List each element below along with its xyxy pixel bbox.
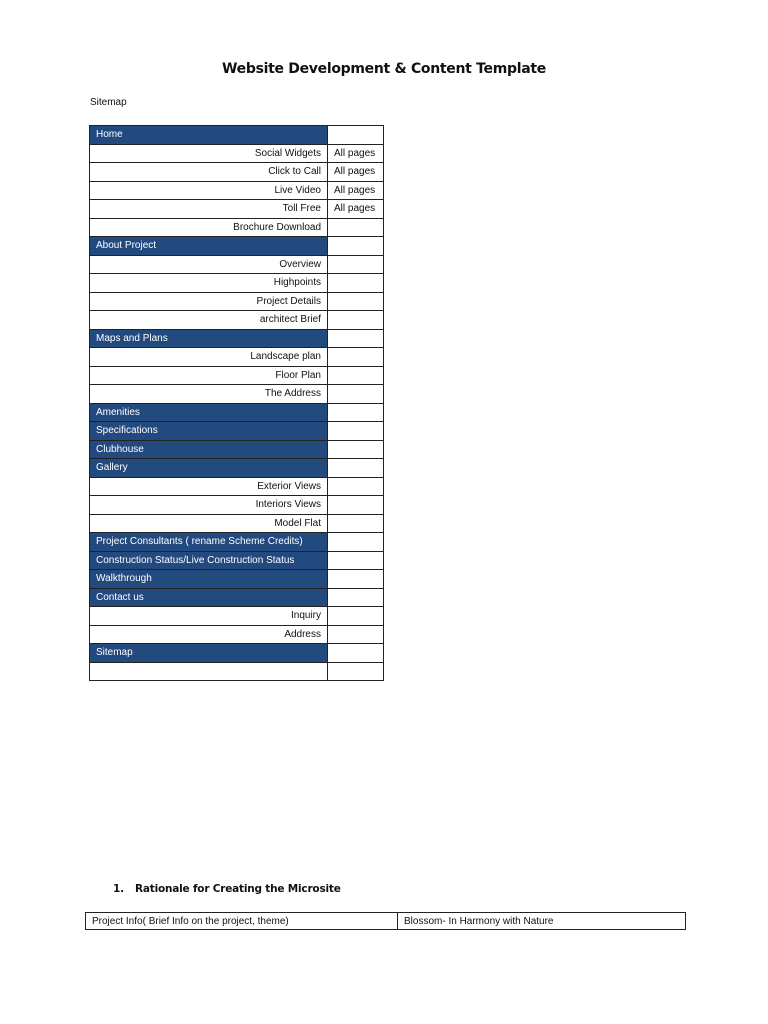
sitemap-scope-cell: [328, 366, 384, 385]
sitemap-table: [89, 125, 384, 681]
sitemap-item-row: [90, 607, 384, 626]
sitemap-table-body: [90, 126, 384, 681]
sitemap-page-cell: Overview: [90, 255, 328, 274]
sitemap-page-cell: Brochure Download: [90, 218, 328, 237]
sitemap-page-cell: Social Widgets: [90, 144, 328, 163]
sitemap-scope-cell: [328, 385, 384, 404]
sitemap-section-row: [90, 440, 384, 459]
sitemap-section-row: [90, 459, 384, 478]
sitemap-scope-cell: All pages: [328, 163, 384, 182]
sitemap-page-cell: The Address: [90, 385, 328, 404]
sitemap-item-row: [90, 163, 384, 182]
sitemap-item-row: [90, 292, 384, 311]
sitemap-item-row: [90, 274, 384, 293]
project-info-label: Project Info( Brief Info on the project, theme): [86, 913, 398, 930]
sitemap-scope-cell: [328, 274, 384, 293]
sitemap-scope-cell: [328, 422, 384, 441]
sitemap-scope-cell: [328, 607, 384, 626]
sitemap-page-cell: Specifications: [90, 422, 328, 441]
sitemap-page-cell: Exterior Views: [90, 477, 328, 496]
project-info-value: Blossom- In Harmony with Nature: [398, 913, 686, 930]
table-row: [86, 913, 686, 930]
sitemap-item-row: [90, 385, 384, 404]
sitemap-item-row: [90, 311, 384, 330]
sitemap-item-row: [90, 496, 384, 515]
sitemap-page-cell: Sitemap: [90, 644, 328, 663]
sitemap-scope-cell: All pages: [328, 144, 384, 163]
sitemap-scope-cell: [328, 533, 384, 552]
sitemap-section-row: [90, 403, 384, 422]
sitemap-scope-cell: [328, 311, 384, 330]
sitemap-scope-cell: [328, 644, 384, 663]
sitemap-page-cell: Home: [90, 126, 328, 145]
sitemap-section-row: [90, 588, 384, 607]
section-1-number: 1.: [113, 883, 124, 895]
sitemap-scope-cell: [328, 218, 384, 237]
sitemap-page-cell: Construction Status/Live Construction Status: [90, 551, 328, 570]
sitemap-item-row: [90, 181, 384, 200]
sitemap-page-cell: Project Details: [90, 292, 328, 311]
sitemap-scope-cell: [328, 348, 384, 367]
sitemap-item-row: [90, 200, 384, 219]
sitemap-page-cell: Address: [90, 625, 328, 644]
sitemap-page-cell: Floor Plan: [90, 366, 328, 385]
sitemap-section-row: [90, 644, 384, 663]
sitemap-scope-cell: [328, 662, 384, 681]
sitemap-scope-cell: [328, 514, 384, 533]
sitemap-item-row: [90, 218, 384, 237]
sitemap-item-row: [90, 255, 384, 274]
sitemap-scope-cell: All pages: [328, 181, 384, 200]
sitemap-page-cell: Highpoints: [90, 274, 328, 293]
sitemap-scope-cell: [328, 403, 384, 422]
sitemap-scope-cell: [328, 588, 384, 607]
project-info-table: [85, 912, 686, 930]
sitemap-section-row: [90, 329, 384, 348]
sitemap-page-cell: About Project: [90, 237, 328, 256]
sitemap-page-cell: Landscape plan: [90, 348, 328, 367]
sitemap-scope-cell: [328, 329, 384, 348]
sitemap-page-cell: Toll Free: [90, 200, 328, 219]
sitemap-scope-cell: [328, 496, 384, 515]
sitemap-scope-cell: [328, 477, 384, 496]
sitemap-section-row: [90, 551, 384, 570]
sitemap-page-cell: architect Brief: [90, 311, 328, 330]
sitemap-page-cell: Inquiry: [90, 607, 328, 626]
sitemap-page-cell: Contact us: [90, 588, 328, 607]
section-1-heading: [113, 883, 341, 895]
sitemap-item-row: [90, 514, 384, 533]
sitemap-section-row: [90, 533, 384, 552]
sitemap-page-cell: Project Consultants ( rename Scheme Credits): [90, 533, 328, 552]
sitemap-section-row: [90, 422, 384, 441]
sitemap-page-cell: [90, 662, 328, 681]
sitemap-page-cell: Clubhouse: [90, 440, 328, 459]
sitemap-page-cell: Maps and Plans: [90, 329, 328, 348]
sitemap-scope-cell: [328, 570, 384, 589]
sitemap-scope-cell: [328, 551, 384, 570]
sitemap-section-row: [90, 570, 384, 589]
sitemap-section-row: [90, 237, 384, 256]
sitemap-scope-cell: [328, 459, 384, 478]
sitemap-scope-cell: [328, 237, 384, 256]
sitemap-scope-cell: [328, 440, 384, 459]
sitemap-page-cell: Model Flat: [90, 514, 328, 533]
sitemap-section-row: [90, 126, 384, 145]
sitemap-item-row: [90, 477, 384, 496]
sitemap-item-row: [90, 625, 384, 644]
sitemap-label: Sitemap: [90, 97, 127, 108]
section-1-title: Rationale for Creating the Microsite: [135, 883, 341, 895]
sitemap-item-row: [90, 144, 384, 163]
sitemap-scope-cell: [328, 126, 384, 145]
sitemap-scope-cell: [328, 292, 384, 311]
sitemap-page-cell: Walkthrough: [90, 570, 328, 589]
sitemap-page-cell: Live Video: [90, 181, 328, 200]
sitemap-page-cell: Amenities: [90, 403, 328, 422]
sitemap-item-row: [90, 348, 384, 367]
sitemap-item-row: [90, 366, 384, 385]
sitemap-scope-cell: [328, 255, 384, 274]
sitemap-page-cell: Interiors Views: [90, 496, 328, 515]
sitemap-scope-cell: [328, 625, 384, 644]
document-title: Website Development & Content Template: [222, 61, 546, 77]
sitemap-item-row: [90, 662, 384, 681]
sitemap-scope-cell: All pages: [328, 200, 384, 219]
sitemap-page-cell: Click to Call: [90, 163, 328, 182]
sitemap-page-cell: Gallery: [90, 459, 328, 478]
